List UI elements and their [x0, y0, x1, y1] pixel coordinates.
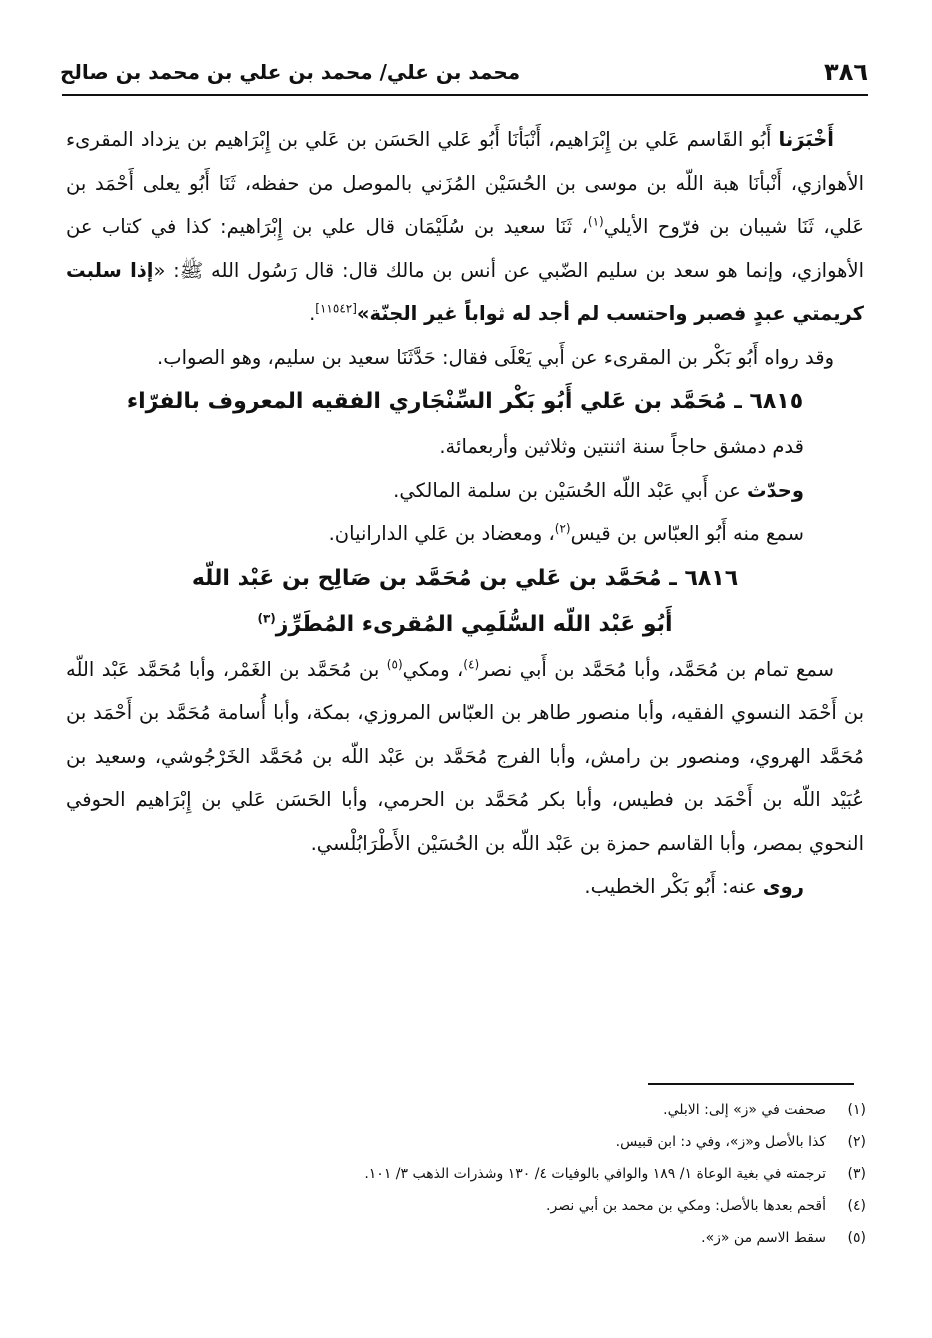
- footnote-text: ترجمته في بغية الوعاة ١/ ١٨٩ والوافي بالوفيات ٤/ ١٣٠ وشذرات الذهب ٣/ ١٠١.: [364, 1166, 826, 1182]
- footnote-ref-1: (١): [587, 214, 604, 229]
- entry-heading-6816-line-1: ٦٨١٦ ـ مُحَمَّد بن عَلي بن مُحَمَّد بن صَالِح بن عَبْد اللّه: [191, 565, 739, 591]
- footnote-number: (٤): [847, 1198, 866, 1214]
- entry-6815-line-3: [66, 512, 864, 556]
- entry-6815-line-2-text: عن أَبي عَبْد اللّه الحُسَيْن بن سلمة المالكي.: [393, 478, 747, 502]
- footnotes: [120, 1094, 866, 1254]
- entry-6816-text-b: ، ومكي: [402, 657, 464, 681]
- isnad-lead-word: أَخْبَرَنا: [778, 128, 834, 151]
- page-header: [60, 58, 868, 94]
- entry-heading-6816-name: أَبُو عَبْد اللّه السُّلَمِي المُقرىء المُطَرِّز: [275, 611, 673, 637]
- footnote-text: أقحم بعدها بالأصل: ومكي بن محمد بن أبي نصر.: [546, 1198, 826, 1214]
- footnote-item: [120, 1158, 866, 1190]
- hadith-matn: إذا سلبت كريمتي عبدٍ فصبر واحتسب لم أجد له ثواباً غير الجنّة: [66, 258, 864, 325]
- haddatha-lead-word: وحدّث: [746, 478, 804, 502]
- entry-6815-line-2: [66, 469, 864, 513]
- entry-6815-line-1: قدم دمشق حاجاً سنة اثنتين وثلاثين وأربعمائة.: [439, 435, 804, 458]
- variant-note-paragraph: وقد رواه أَبُو بَكْر بن المقرىء عن أَبي يَعْلَى فقال: حَدَّثَنَا سعيد بن سليم، وهو الصواب.: [157, 345, 834, 369]
- rawa-text: عنه: أَبُو بَكْر الخطيب.: [584, 875, 763, 898]
- hadith-paragraph: [66, 118, 864, 336]
- footnote-ref-3: (٣): [257, 611, 276, 626]
- main-text: [66, 118, 864, 909]
- footnote-ref-5: (٥): [386, 657, 403, 671]
- header-rule: [62, 94, 868, 96]
- isnad-text-cont: ، ثَنَا سعيد بن سُلَيْمَان قال علي بن إِبْرَاهيم: كذا في كتاب عن الأهوازي، وإنما هو سعد بن سليم الضّبي عن أنس بن مالك قال: قال رَسُول الله ﷺ: «: [66, 215, 864, 282]
- rawa-lead-word: روى: [762, 875, 804, 898]
- entry-6815-line-3-a: سمع منه أَبُو العبّاس بن قيس: [570, 522, 804, 545]
- footnote-text: صحفت في «ز» إلى: الابلي.: [663, 1102, 826, 1118]
- footnote-item: [120, 1126, 866, 1158]
- footnote-item: [120, 1222, 866, 1254]
- entry-6815-line-3-b: ، ومعضاد بن عَلي الدارانيان.: [328, 522, 555, 545]
- footnote-ref-2: (٢): [554, 521, 571, 536]
- footnote-rule: [648, 1083, 854, 1085]
- page-number: ٣٨٦: [824, 58, 868, 86]
- footnote-text: سقط الاسم من «ز».: [701, 1230, 826, 1246]
- entry-6816-text-c: بن مُحَمَّد بن الغَمْر، وأبا مُحَمَّد عَبْد اللّه بن أَحْمَد النسوي الفقيه، وأبا منصور طاهر بن العبّاس المروزي، بمكة، وأبا أُسامة مُحَمَّد بن أَحْمَد بن مُحَمَّد الهروي، ومنصور بن رامش، وأبا الفرج مُحَمَّد بن عَبْد اللّه بن مُحَمَّد الخَرْجُوشي، وسعيد بن عُبَيْد اللّه بن أَحْمَد بن فطيس، وأبا بكر مُحَمَّد بن الحرمي، وأبا الحَسَن عَلي بن إِبْرَاهيم الحوفي النحوي بمصر، وأبا القاسم حمزة بن عَبْد اللّه بن الحُسَيْن الأَطْرَابُلْسي.: [66, 657, 864, 855]
- quote-close: »: [356, 302, 370, 325]
- entry-6816-rawa-line: [66, 865, 864, 909]
- entry-heading-6816-line-2: [66, 602, 864, 648]
- running-title: محمد بن علي/ محمد بن علي بن محمد بن صالح: [60, 60, 521, 84]
- footnote-text: كذا بالأصل و«ز»، وفي د: ابن قبيس.: [615, 1134, 826, 1150]
- entry-6816-paragraph: [66, 648, 864, 866]
- footnote-number: (١): [847, 1102, 866, 1118]
- sentence-end: .: [309, 302, 316, 325]
- footnote-number: (٣): [847, 1166, 866, 1182]
- entry-6816-text-a: سمع تمام بن مُحَمَّد، وأبا مُحَمَّد بن أَبي نصر: [479, 657, 834, 681]
- entry-heading-6815: ٦٨١٥ ـ مُحَمَّد بن عَلي أَبُو بَكْر السِّنْجَاري الفقيه المعروف بالفرّاء: [126, 389, 804, 414]
- isnad-text: أَبُو القَاسم عَلي بن إِبْرَاهيم، أَنْبَأنَا أَبُو عَلي الحَسَن بن عَلي بن إِبْرَاهيم بن يزداد المقرىء الأهوازي، أَنْبأنَا هبة اللّه بن موسى بن الحُسَيْن المُزَني بالموصل من حفظه، ثَنَا أَبُو يعلى أَحْمَد بن عَلي، ثَنَا شيبان بن فرّوح الأيلي: [66, 128, 864, 238]
- footnote-number: (٢): [847, 1134, 866, 1150]
- footnote-item: [120, 1094, 866, 1126]
- footnote-ref-4: (٤): [463, 657, 480, 671]
- footnote-item: [120, 1190, 866, 1222]
- hadith-reference: [١١٥٤٢]: [315, 301, 357, 316]
- footnote-number: (٥): [847, 1230, 866, 1246]
